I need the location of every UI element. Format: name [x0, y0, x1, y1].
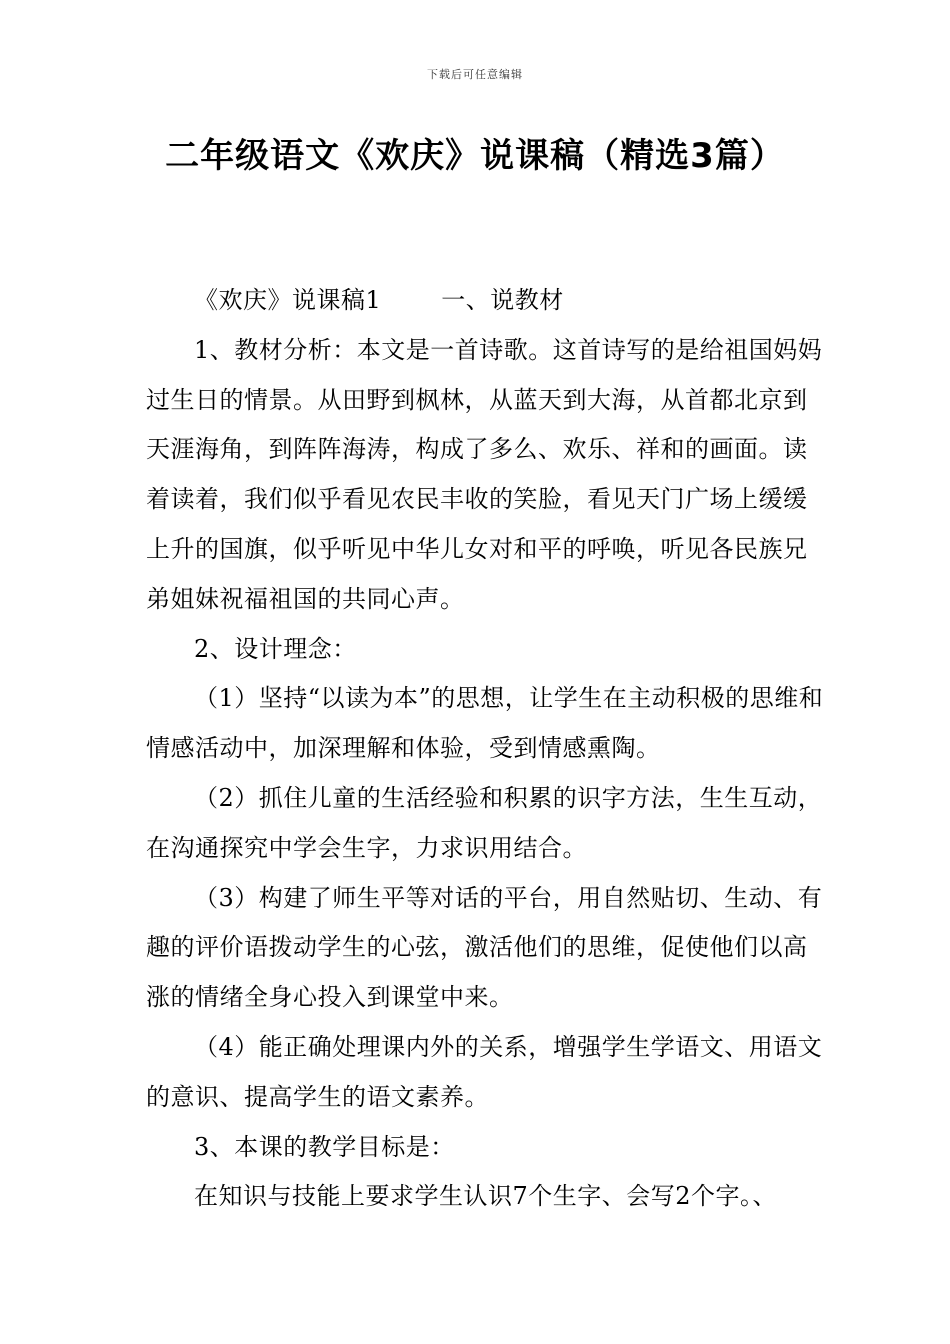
header-note: 下载后可任意编辑: [427, 68, 523, 81]
paragraph-8: 在知识与技能上要求学生认识7个生字、会写2个字。、: [194, 1182, 778, 1211]
paragraph-5: （3）构建了师生平等对话的平台，用自然贴切、生动、有趣的评价语拨动学生的心弦，激活他们的思维，促使他们以高涨的情绪全身心投入到课堂中来。: [146, 883, 823, 1012]
paragraph-1: 1、教材分析：本文是一首诗歌。这首诗写的是给祖国妈妈过生日的情景。从田野到枫林，从蓝天到大海，从首都北京到天涯海角，到阵阵海涛，构成了多么、欢乐、祥和的画面。读着读着，我们似乎看见农民丰收的笑脸，看见天门广场上缓缓上升的国旗，似乎听见中华儿女对和平的呼唤，听见各民族兄弟姐妹祝福祖国的共同心声。: [146, 335, 823, 613]
paragraph-2: 2、设计理念：: [194, 634, 357, 663]
document-title: 二年级语文《欢庆》说课稿（精选3篇）: [165, 136, 785, 176]
section-heading-part2: 一、说教材: [441, 286, 564, 314]
paragraph-4: （2）抓住儿童的生活经验和积累的识字方法，生生互动，在沟通探究中学会生字，力求识用结合。: [146, 783, 823, 862]
section-heading-part1: 《欢庆》说课稿1: [194, 286, 382, 314]
paragraph-3: （1）坚持“以读为本”的思想，让学生在主动积极的思维和情感活动中，加深理解和体验，受到情感熏陶。: [146, 684, 824, 763]
paragraph-7: 3、本课的教学目标是：: [194, 1132, 455, 1161]
document-body: [146, 276, 826, 1222]
paragraph-6: （4）能正确处理课内外的关系，增强学生学语文、用语文的意识、提高学生的语文素养。: [146, 1032, 823, 1111]
section-heading: [146, 276, 826, 326]
